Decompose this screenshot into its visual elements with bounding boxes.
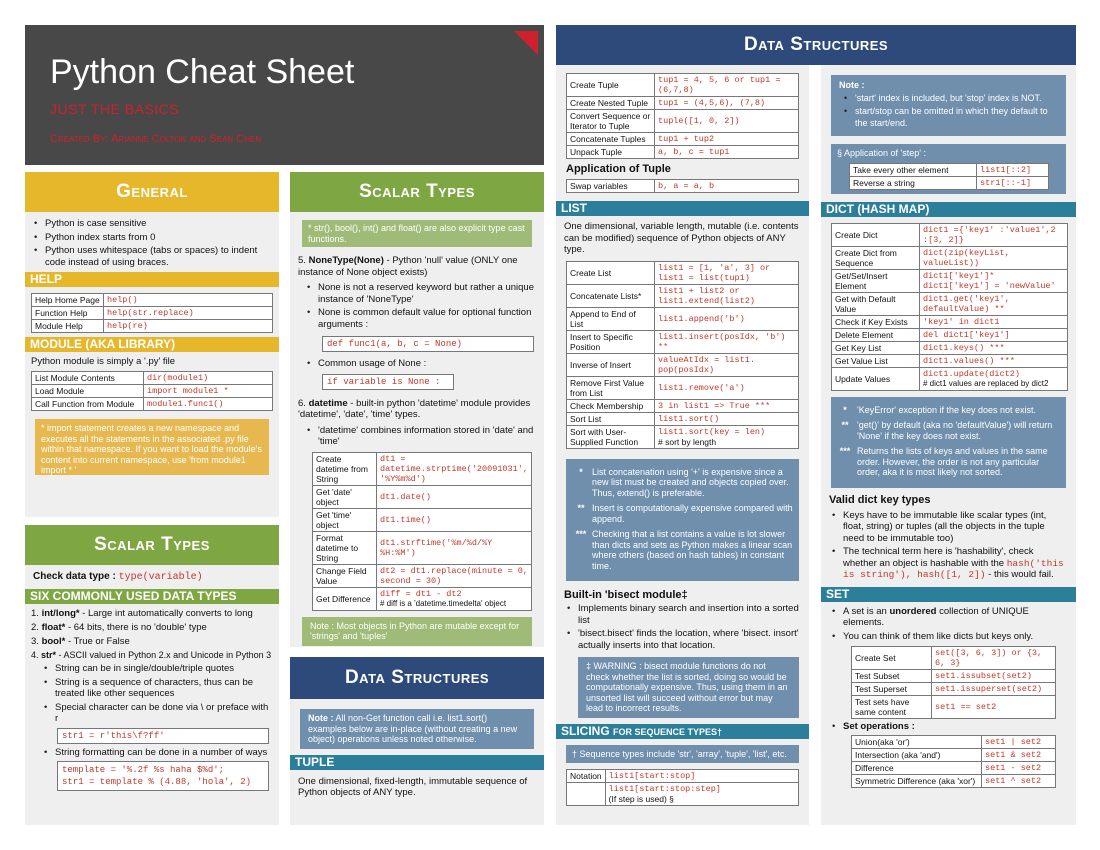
table-row: Concatenate Tuples tup1 + tup2	[567, 133, 799, 146]
table-row: Get Key List dict1.keys() ***	[832, 341, 1068, 354]
str-list	[39, 663, 271, 725]
valid-keys-heading: Valid dict key types	[829, 493, 931, 506]
data-structures-title-2: Data Structures	[290, 657, 544, 699]
table-row: Get Difference diff = dt1 - dt2 # diff is a 'datetime.timedelta' object	[313, 587, 532, 610]
list-item: • None is common default value for optional function arguments :	[302, 307, 536, 330]
slice-index-note: Note : • 'start' index is included, but 'stop' index is NOT. • start/stop can be omitted in which they default to the start/end.	[831, 75, 1066, 136]
help-table	[31, 293, 273, 333]
swap-table	[566, 179, 799, 193]
app-tuple-heading: Application of Tuple	[566, 163, 671, 175]
list-item: 3. bool* - True or False	[31, 636, 130, 647]
table-row: Unpack Tuple a, b, c = tup1	[567, 146, 799, 159]
table-row: Intersection (aka 'and') set1 & set2	[852, 748, 1056, 761]
table-row: Test sets have same content set1 == set2	[852, 696, 1056, 719]
types-list	[31, 608, 273, 660]
dict-notes	[831, 397, 1066, 488]
list-item: • String formatting can be done in a number of ways	[39, 747, 271, 759]
list-note-3: *** Checking that a list contains a value is lot slower than dicts and sets as Python makes a linear scan where others (based on hash tables) in constant time.	[575, 529, 793, 571]
list-note-2: ** Insert is computationally expensive compared with append.	[577, 503, 793, 524]
list-item: • None is not a reserved keyword but rather a unique instance of 'NoneType'	[302, 282, 536, 305]
column-1-lower	[25, 525, 279, 825]
none-code-2: if variable is None :	[322, 374, 454, 390]
corner-triangle	[514, 31, 538, 55]
step-note: § Application of 'step' : Take every other element list1[::2] Reverse a string str1[::-1]	[831, 144, 1066, 194]
tuple-heading: TUPLE	[290, 755, 544, 770]
format-code: template = '%.2f %s haha $%d'; str1 = template % (4.88, 'hola', 2)	[57, 761, 269, 791]
bisect-heading: Built-in 'bisect module‡	[564, 589, 688, 601]
none-type: 5. NoneType(None) - Python 'null' value (ONLY one instance of None object exists)	[298, 255, 518, 278]
set-table	[851, 646, 1056, 719]
list-item: • Python index starts from 0	[29, 232, 269, 244]
list-heading: LIST	[556, 201, 809, 216]
column-1	[25, 172, 279, 517]
list-item: • The technical term here is 'hashability', check whether an object is hashable with the hash('this is string'), hash([1, 2]) - this would fail.	[827, 546, 1068, 581]
table-row: Symmetric Difference (aka 'xor') set1 ^ set2	[852, 774, 1056, 787]
table-row: Create Set set([3, 6, 3]) or {3, 6, 3}	[852, 647, 1056, 670]
check-type: Check data type : type(variable)	[33, 571, 203, 583]
data-structures-title: Data Structures	[743, 34, 889, 55]
slicing-table	[566, 769, 799, 806]
list-desc: One dimensional, variable length, mutable (i.e. contents can be modified) sequence of Python objects of ANY type.	[564, 221, 799, 255]
dict-note-2: ** 'get()' by default (aka no 'defaultValue') will return 'None' if the key does not exist.	[841, 420, 1053, 441]
bisect-warning: ‡ WARNING : bisect module functions do not check whether the list is sorted, doing so would be computationally expensive. Thus, using them in an unsorted list will succeed without error but may lead to incorrect results.	[578, 657, 799, 718]
datetime-list	[302, 425, 536, 448]
table-row: Format datetime to String dt1.strftime('%m/%d/%Y %H:%M')	[313, 531, 532, 564]
table-row: Test Subset set1.issubset(set2)	[852, 670, 1056, 683]
dict-heading: DICT (HASH MAP)	[821, 202, 1076, 217]
table-row: Create Nested Tuple tup1 = (4,5,6), (7,8)	[567, 97, 799, 110]
page-subtitle: JUST THE BASICS	[50, 101, 180, 117]
bisect-list	[562, 603, 801, 651]
table-row: Union(aka 'or') set1 | set2	[852, 735, 1056, 748]
table-row: Create Dict dict1 ={'key1' :'value1',2 :[3, 2]}	[832, 223, 1068, 246]
list-item: 2. float* - 64 bits, there is no 'double' type	[31, 622, 207, 633]
datetime-table	[312, 452, 532, 611]
valid-keys-list	[827, 510, 1068, 581]
table-row: Test Superset set1.issuperset(set2)	[852, 683, 1056, 696]
slicing-heading: SLICING FOR SEQUENCE TYPES†	[556, 724, 809, 739]
module-heading: MODULE (AKA LIBRARY)	[25, 337, 279, 352]
scalar-types-title: Scalar Types	[25, 525, 279, 565]
list-item: • String can be in single/double/triple quotes	[39, 663, 271, 675]
column-2	[290, 172, 544, 647]
table-row: List Module Contents dir(module1)	[32, 372, 273, 385]
table-row: Change Field Value dt2 = dt1.replace(minute = 0, second = 30)	[313, 564, 532, 587]
column-2-lower	[290, 657, 544, 825]
table-row: Difference set1 - set2	[852, 761, 1056, 774]
list-item: • Common usage of None :	[302, 358, 536, 370]
format-list	[39, 747, 271, 759]
list-notes	[566, 459, 799, 582]
raw-string-code: str1 = r'this\f?ff'	[57, 728, 269, 744]
list-item: • Keys have to be immutable like scalar types (int, float, string) or tuples (all the objects in the tuple need to be immutable too)	[827, 510, 1068, 545]
list-item: • 'datetime' combines information stored in 'date' and 'time'	[302, 425, 536, 448]
list-item: • You can think of them like dicts but keys only.	[827, 631, 1068, 643]
table-row: Get/Set/Insert Element dict1['key1']* dict1['key1'] = 'newValue'	[832, 269, 1068, 292]
list-item: • Special character can be done via \ or preface with r	[39, 702, 271, 725]
table-row: Function Help help(str.replace)	[32, 307, 273, 320]
tuple-table	[566, 73, 799, 159]
table-row: Delete Element del dict1['key1']	[832, 328, 1068, 341]
scalar-types-title-2: Scalar Types	[290, 172, 544, 212]
step-table	[849, 163, 1049, 190]
list-item: • Python is case sensitive	[29, 218, 269, 230]
help-heading: HELP	[25, 272, 279, 287]
table-row: Check Membership 3 in list1 => True ***	[567, 399, 799, 412]
table-row: Convert Sequence or Iterator to Tuple tuple([1, 0, 2])	[567, 110, 799, 133]
table-row: Take every other element list1[::2]	[850, 163, 1049, 176]
table-row: Help Home Page help()	[32, 294, 273, 307]
table-row: Get 'time' object dt1.time()	[313, 508, 532, 531]
list-item: • Implements binary search and insertion into a sorted list	[562, 603, 801, 626]
table-row: Create datetime from String dt1 = datetime.strptime('20091031', '%Y%m%d')	[313, 452, 532, 485]
none-list	[302, 282, 536, 330]
none-code-1: def func1(a, b, c = None)	[322, 336, 534, 352]
page-title: Python Cheat Sheet	[50, 53, 355, 91]
table-row: Load Module import module1 *	[32, 385, 273, 398]
dict-table	[831, 223, 1068, 391]
table-row: Module Help help(re)	[32, 320, 273, 333]
table-row: Swap variables b, a = a, b	[567, 180, 799, 193]
table-row: Create List list1 = [1, 'a', 3] or list1 = list(tup1)	[567, 261, 799, 284]
table-row: Get with Default Value dict1.get('key1', defaultValue) **	[832, 292, 1068, 315]
set-heading: SET	[821, 587, 1076, 602]
set-list	[827, 606, 1068, 643]
list-note-1: * List concatenation using '+' is expensive since a new list must be created and objects copied over. Thus, extend() is preferable.	[579, 466, 789, 498]
table-row: Check if Key Exists 'key1' in dict1	[832, 315, 1068, 328]
slicing-note: † Sequence types include 'str', 'array', 'tuple', 'list', etc.	[566, 745, 799, 764]
table-row: Reverse a string str1[::-1]	[850, 176, 1049, 189]
table-row: Get Value List dict1.values() ***	[832, 354, 1068, 367]
table-row: Call Function from Module module1.func1()	[32, 398, 273, 411]
list-item: • 'bisect.bisect' finds the location, where 'bisect. insort' actually inserts into that location.	[562, 628, 801, 651]
none-usage-list	[302, 358, 536, 370]
list-item: 1. int/long* - Large int automatically converts to long	[31, 608, 253, 619]
table-row: Create Tuple tup1 = 4, 5, 6 or tup1 = (6,7,8)	[567, 74, 799, 97]
table-row: Insert to Specific Position list1.insert(posIdx, 'b') **	[567, 330, 799, 353]
table-row: Concatenate Lists* list1 + list2 or list1.extend(list2)	[567, 284, 799, 307]
datetime-section: 6. datetime - built-in python 'datetime' module provides 'datetime', 'date', 'time' types.	[298, 397, 531, 420]
list-item: • Python uses whitespace (tabs or spaces) to indent code instead of using braces.	[29, 245, 269, 268]
table-row: Sort List list1.sort()	[567, 412, 799, 425]
setops-list	[827, 721, 1068, 733]
list-item: • A set is an unordered collection of UNIQUE elements.	[827, 606, 1068, 629]
inplace-note: Note : All non-Get function call i.e. list1.sort() examples below are in-place (without creating a new object) operations unless noted otherwise.	[300, 709, 534, 749]
tuple-desc: One dimensional, fixed-length, immutable sequence of Python objects of ANY type.	[298, 775, 528, 798]
table-row: Get 'date' object dt1.date()	[313, 485, 532, 508]
table-row: Append to End of List list1.append('b')	[567, 307, 799, 330]
table-row: Remove First Value from List list1.remove('a')	[567, 376, 799, 399]
table-row: Create Dict from Sequence dict(zip(keyList, valueList))	[832, 246, 1068, 269]
dict-note-1: * 'KeyError' exception if the key does not exist.	[843, 404, 1037, 415]
general-list	[29, 218, 269, 268]
dict-note-3: *** Returns the lists of keys and values in the same order. However, the order is not any particular order, aka it is most likely not sorted.	[839, 446, 1048, 477]
table-row: Sort with User-Supplied Function list1.sort(key = len) # sort by length	[567, 425, 799, 448]
header-panel	[25, 25, 544, 165]
list-item: • String is a sequence of characters, thus can be treated like other sequences	[39, 677, 271, 700]
list-item: • Set operations :	[827, 721, 1068, 733]
page-credit: Created By: Arianne Colton and Sean Chen	[50, 133, 262, 145]
module-table	[31, 371, 273, 411]
tuple-ops	[556, 73, 809, 810]
cast-note: * str(), bool(), int() and float() are also explicit type cast functions.	[302, 220, 532, 247]
column-4	[821, 65, 1076, 825]
setops-table	[851, 735, 1056, 788]
module-intro: Python module is simply a '.py' file	[31, 356, 176, 367]
table-row: list1[start:stop:step] (If step is used) §	[567, 783, 799, 806]
table-row: Inverse of Insert valueAtIdx = list1. pop(posIdx)	[567, 353, 799, 376]
table-row: Notation list1[start:stop]	[567, 770, 799, 783]
module-note: * import statement creates a new namespace and executes all the statements in the associated .py file within that namespace. If you want to load the module's content into current namespace, use 'from module1 import * '	[35, 419, 269, 475]
list-table	[566, 261, 799, 449]
list-item: 4. str* - ASCII valued in Python 2.x and Unicode in Python 3	[31, 650, 272, 660]
general-title: General	[25, 172, 279, 212]
six-types-heading: SIX COMMONLY USED DATA TYPES	[25, 589, 279, 604]
mutable-note: Note : Most objects in Python are mutable except for 'strings' and 'tuples'	[302, 617, 532, 646]
table-row: Update Values dict1.update(dict2) # dict1 values are replaced by dict2	[832, 367, 1068, 390]
